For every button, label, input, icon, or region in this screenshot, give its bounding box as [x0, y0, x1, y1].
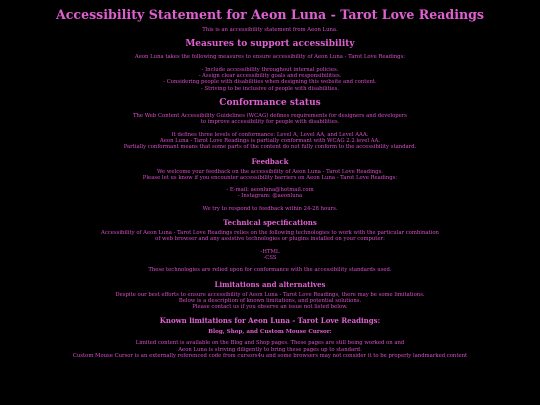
measures-item: - Striving to be inclusive of people with disabilities. [201, 85, 339, 92]
measures-item: - Considering people with disabilities when designing this website and content. [163, 79, 377, 86]
conformance-text: to improve accessibility for people with disabilities. [200, 119, 340, 126]
known-limitations-text: Limited content is available on the Blog and Shop pages. These pages are still being worked on and [135, 340, 405, 347]
limitations-heading: Limitations and alternatives [214, 279, 326, 289]
known-limitations-text: Aeon Luna is striving diligently to bring these pages up to standard. [178, 346, 362, 353]
conformance-text: The Web Content Accessibility Guidelines (WCAG) defines requirements for designers and developers [132, 113, 408, 120]
technology-item: -HTML [260, 248, 280, 255]
conformance-text: Partially conformant means that some parts of the content do not fully conform to the accessibility standard. [123, 144, 417, 151]
known-limitations-heading: Known limitations for Aeon Luna - Tarot Love Readings: [159, 316, 381, 326]
feedback-contacts [0, 187, 540, 200]
feedback-heading: Feedback [251, 156, 289, 166]
intro-text: This is an accessibility statement from Aeon Luna. [202, 27, 338, 33]
measures-item: - Include accessibility throughout internal policies. [201, 66, 339, 73]
known-limitations-text-block [0, 340, 540, 359]
conformance-wcag-paragraph [0, 113, 540, 126]
technical-text: of web browser and any assistive technologies or plugins installed on your computer: [155, 236, 385, 243]
technical-note: These technologies are relied upon for conformance with the accessibility standards used. [148, 267, 392, 274]
technical-list [0, 249, 540, 262]
feedback-instagram-link[interactable]: - Instagram: @aeonluna [237, 193, 303, 200]
conformance-heading: Conformance status [219, 98, 321, 109]
conformance-text: It defines three levels of conformance: Level A, Level AA, and Level AAA. [171, 131, 369, 138]
technical-heading: Technical specifications [223, 218, 317, 228]
technical-intro [0, 230, 540, 243]
technical-text: Accessibility of Aeon Luna - Tarot Love Readings relies on the following technologies to work with the particular combination [101, 230, 439, 237]
limitations-text-block [0, 292, 540, 311]
known-limitations-subheading: Blog, Shop, and Custom Mouse Cursor: [208, 329, 332, 336]
measures-section [0, 54, 540, 92]
known-limitations-text: Custom Mouse Cursor is an externally referenced code from cursors4u and some browsers may not consider it to be properly landmarked content [72, 353, 468, 360]
measures-heading: Measures to support accessibility [185, 39, 355, 50]
limitations-text: Please contact us if you observe an issue not listed below. [192, 304, 348, 311]
feedback-response-time: We try to respond to feedback within 24-28 hours. [202, 205, 338, 212]
measures-lead: Aeon Luna takes the following measures to ensure accessibility of Aeon Luna - Tarot Love Readings: [134, 54, 406, 61]
measures-item: - Assign clear accessibility goals and responsibilities. [198, 73, 342, 80]
page-title: Accessibility Statement for Aeon Luna - Tarot Love Readings [55, 7, 485, 22]
conformance-text: Aeon Luna - Tarot Love Readings is partially conformant with WCAG 2.2 level AA. [159, 137, 381, 144]
feedback-intro [0, 169, 540, 182]
feedback-text: We welcome your feedback on the accessibility of Aeon Luna - Tarot Love Readings. [157, 168, 383, 175]
limitations-text: Below is a description of known limitations, and potential solutions. [178, 297, 362, 304]
feedback-text: Please let us know if you encounter accessibility barriers on Aeon Luna - Tarot Love Readings: [142, 174, 398, 181]
feedback-email-link[interactable]: - E-mail: aeonluna@hotmail.com [226, 187, 314, 194]
conformance-levels-paragraph [0, 132, 540, 151]
limitations-text: Despite our best efforts to ensure accessibility of Aeon Luna - Tarot Love Readings, there may be some limitations. [115, 291, 425, 298]
technology-item: -CSS [263, 254, 277, 261]
